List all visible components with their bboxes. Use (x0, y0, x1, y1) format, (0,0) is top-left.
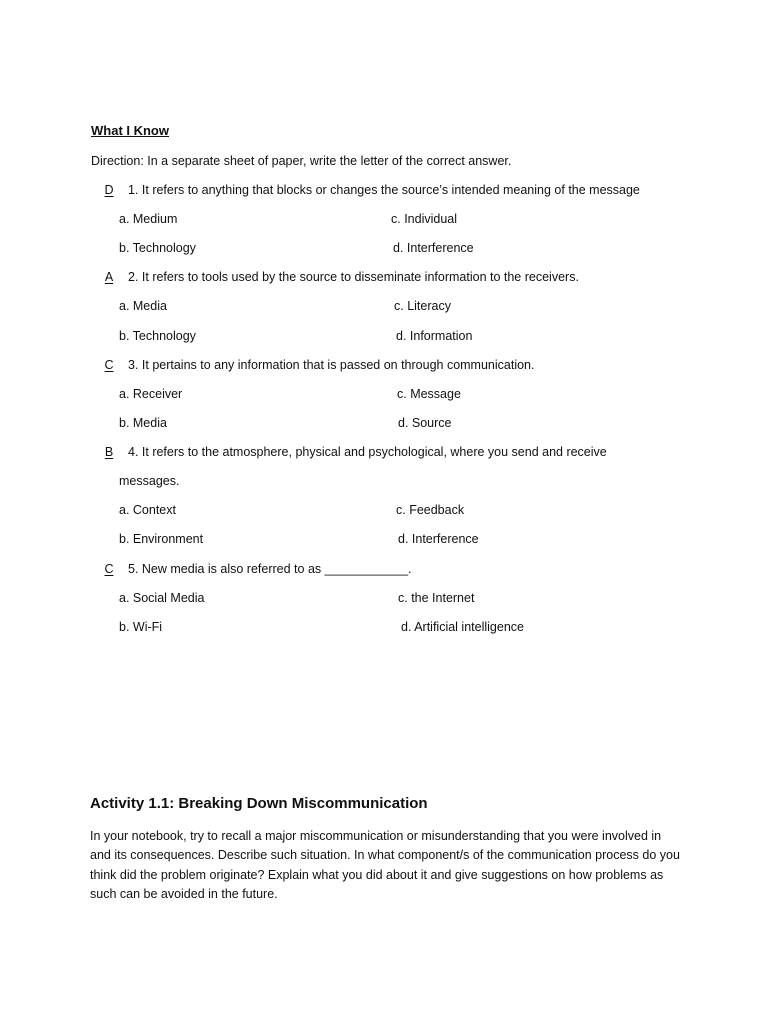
activity-body: In your notebook, try to recall a major miscommunication or misunderstanding that you were involved in and its consequences. Describe such situation. In what component/s of the communication process do you think did the problem originate? Explain what you did about it and give suggestions on how problems as such can be avoided in the future. (90, 829, 680, 901)
q4-option-b: b. Environment (119, 532, 204, 546)
answer-blank-5: C (104, 562, 114, 576)
q3-option-c: c. Message (397, 387, 461, 401)
activity-title: Activity 1.1: Breaking Down Miscommunication (90, 795, 428, 812)
q1-option-b: b. Technology (119, 241, 196, 255)
section-title: What I Know (91, 123, 169, 138)
q5-option-d: d. Artificial intelligence (401, 620, 524, 634)
q5-option-b: b. Wi-Fi (119, 620, 163, 634)
question-2-text: 2. It refers to tools used by the source to disseminate information to the receivers. (128, 270, 579, 284)
q2-option-d: d. Information (396, 329, 473, 343)
question-4-text-continued: messages. (119, 474, 180, 488)
q1-option-c: c. Individual (391, 212, 458, 226)
q4-option-c: c. Feedback (396, 503, 465, 517)
answer-blank-4: B (104, 445, 114, 459)
question-1-text: 1. It refers to anything that blocks or changes the source’s intended meaning of the message (128, 183, 640, 197)
direction-text: Direction: In a separate sheet of paper, write the letter of the correct answer. (91, 154, 512, 168)
q2-option-b: b. Technology (119, 329, 196, 343)
question-5-text: 5. New media is also referred to as ____________. (128, 562, 412, 576)
answer-blank-2: A (104, 270, 114, 284)
answer-blank-1: D (104, 183, 114, 197)
q5-option-c: c. the Internet (398, 591, 475, 605)
q3-option-b: b. Media (119, 416, 167, 430)
question-2 (90, 269, 579, 285)
q2-option-a: a. Media (119, 299, 167, 313)
q4-option-a: a. Context (119, 503, 176, 517)
question-3 (90, 357, 534, 373)
question-3-text: 3. It pertains to any information that is passed on through communication. (128, 358, 535, 372)
question-4 (90, 444, 607, 460)
question-1 (90, 182, 640, 198)
question-5 (90, 561, 412, 577)
answer-blank-3: C (104, 358, 114, 372)
question-4-text: 4. It refers to the atmosphere, physical and psychological, where you send and receive (128, 445, 607, 459)
q1-option-a: a. Medium (119, 212, 178, 226)
q4-option-d: d. Interference (398, 532, 479, 546)
q2-option-c: c. Literacy (394, 299, 451, 313)
q1-option-d: d. Interference (393, 241, 474, 255)
q3-option-a: a. Receiver (119, 387, 183, 401)
q5-option-a: a. Social Media (119, 591, 205, 605)
q3-option-d: d. Source (398, 416, 452, 430)
